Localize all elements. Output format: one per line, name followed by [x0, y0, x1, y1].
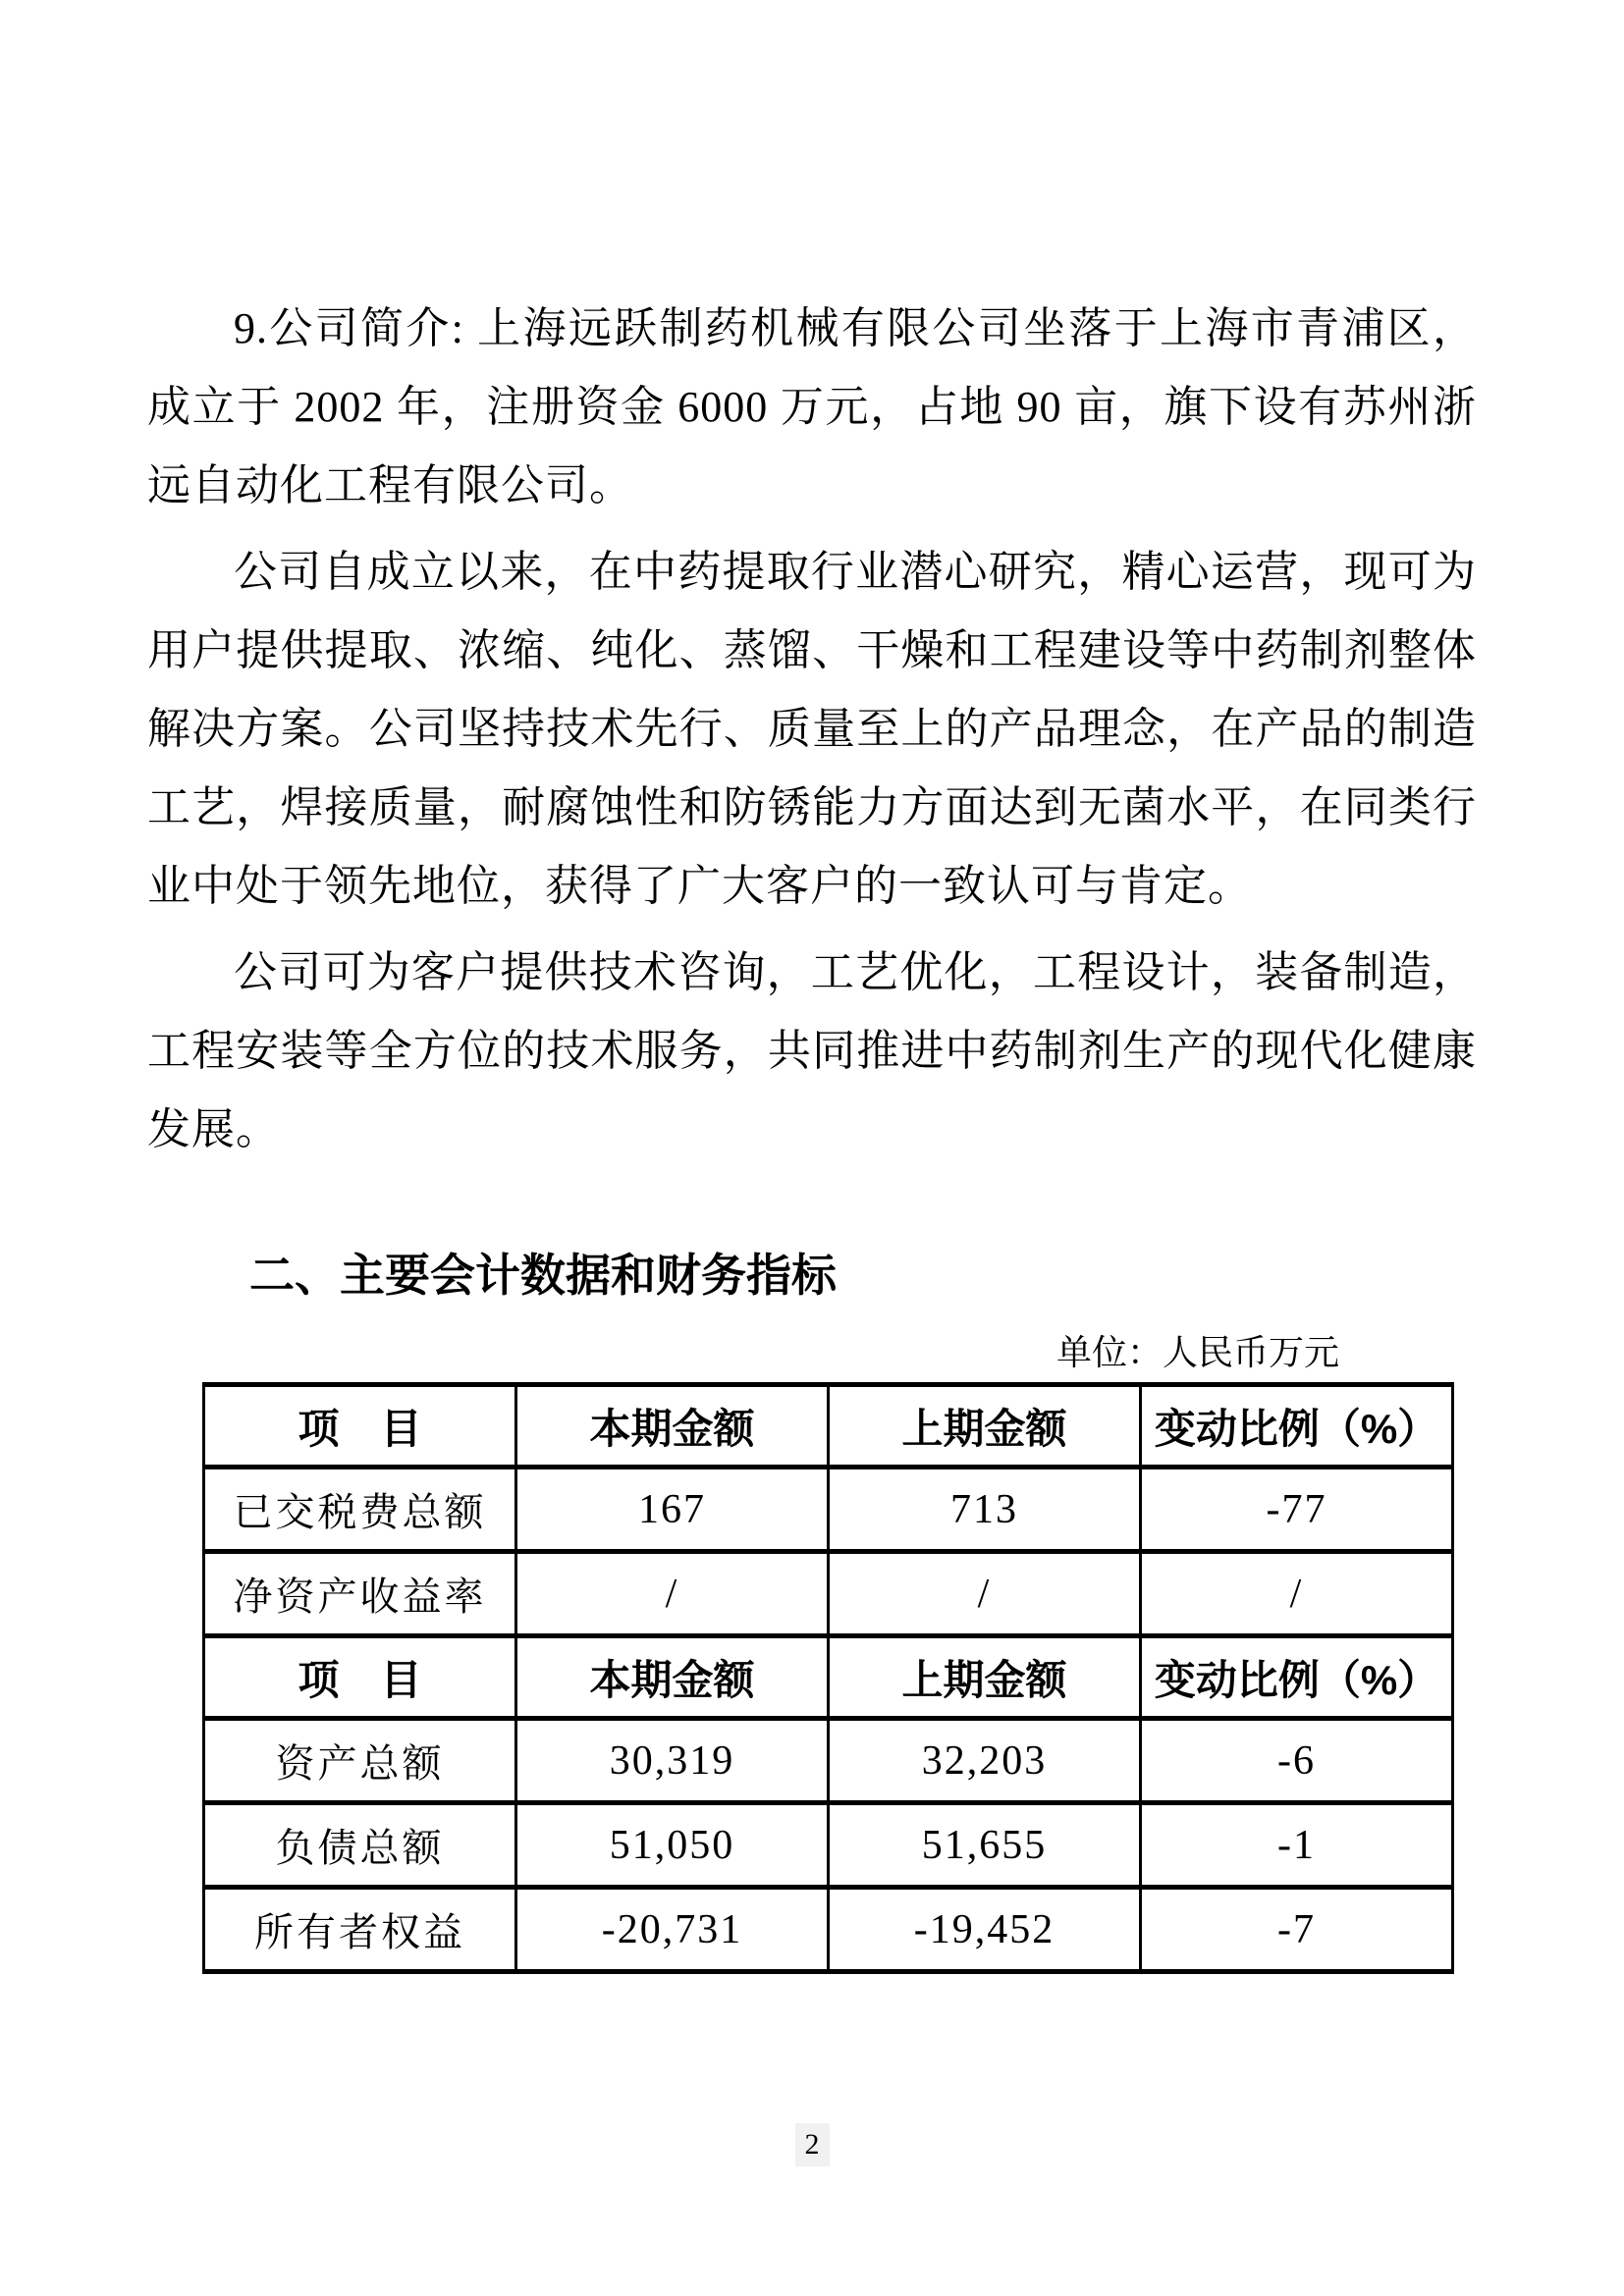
paragraph-company-history: 公司自成立以来，在中药提取行业潜心研究，精心运营，现可为用户提供提取、浓缩、纯化、蒸馏、干燥和工程建设等中药制剂整体解决方案。公司坚持技术先行、质量至上的产品理念，在产品的制造工艺，焊接质量，耐腐蚀性和防锈能力方面达到无菌水平，在同类行业中处于领先地位，获得了广大客户的一致认可与肯定。 [147, 548, 1477, 910]
header-cell-prior-amount: 上期金额 [829, 1636, 1141, 1719]
row-label: 净资产收益率 [204, 1552, 516, 1636]
table-unit-label: 单位：人民币万元 [1056, 1333, 1339, 1372]
prior-amount-value: 713 [829, 1468, 1141, 1552]
prior-amount-value: / [829, 1552, 1141, 1636]
table-row-owners-equity [204, 1888, 1453, 1972]
prior-amount-value: -19,452 [829, 1888, 1141, 1972]
row-label: 所有者权益 [204, 1888, 516, 1972]
body-text [147, 290, 1477, 1169]
current-amount-value: -20,731 [516, 1888, 829, 1972]
section-heading: 二、主要会计数据和财务指标 [249, 1250, 837, 1301]
current-amount-value: 51,050 [516, 1803, 829, 1888]
financial-indicators-table [202, 1382, 1454, 1974]
current-amount-value: / [516, 1552, 829, 1636]
header-cell-prior-amount: 上期金额 [829, 1385, 1141, 1468]
header-cell-change-ratio: 变动比例（%） [1141, 1636, 1453, 1719]
row-label: 已交税费总额 [204, 1468, 516, 1552]
header-cell-item: 项 目 [204, 1636, 516, 1719]
page-number [0, 2123, 1624, 2166]
header-cell-current-amount: 本期金额 [516, 1385, 829, 1468]
prior-amount-value: 51,655 [829, 1803, 1141, 1888]
header-cell-change-ratio: 变动比例（%） [1141, 1385, 1453, 1468]
change-ratio-value: -7 [1141, 1888, 1453, 1972]
table-row-taxes-paid [204, 1468, 1453, 1552]
table-row-return-on-equity [204, 1552, 1453, 1636]
prior-amount-value: 32,203 [829, 1719, 1141, 1803]
header-cell-current-amount: 本期金额 [516, 1636, 829, 1719]
header-cell-item: 项 目 [204, 1385, 516, 1468]
change-ratio-value: -6 [1141, 1719, 1453, 1803]
current-amount-value: 30,319 [516, 1719, 829, 1803]
page-number-value: 2 [795, 2123, 830, 2166]
table-row-total-liabilities [204, 1803, 1453, 1888]
row-label: 资产总额 [204, 1719, 516, 1803]
change-ratio-value: / [1141, 1552, 1453, 1636]
change-ratio-value: -77 [1141, 1468, 1453, 1552]
change-ratio-value: -1 [1141, 1803, 1453, 1888]
row-label: 负债总额 [204, 1803, 516, 1888]
table-header-row [204, 1636, 1453, 1719]
current-amount-value: 167 [516, 1468, 829, 1552]
table-header-row [204, 1385, 1453, 1468]
paragraph-company-intro: 9.公司简介: 上海远跃制药机械有限公司坐落于上海市青浦区，成立于 2002 年，注册资金 6000 万元，占地 90 亩，旗下设有苏州浙远自动化工程有限公司。 [147, 304, 1477, 509]
table-row-total-assets [204, 1719, 1453, 1803]
paragraph-company-services: 公司可为客户提供技术咨询，工艺优化，工程设计，装备制造，工程安装等全方位的技术服务，共同推进中药制剂生产的现代化健康发展。 [147, 948, 1477, 1153]
